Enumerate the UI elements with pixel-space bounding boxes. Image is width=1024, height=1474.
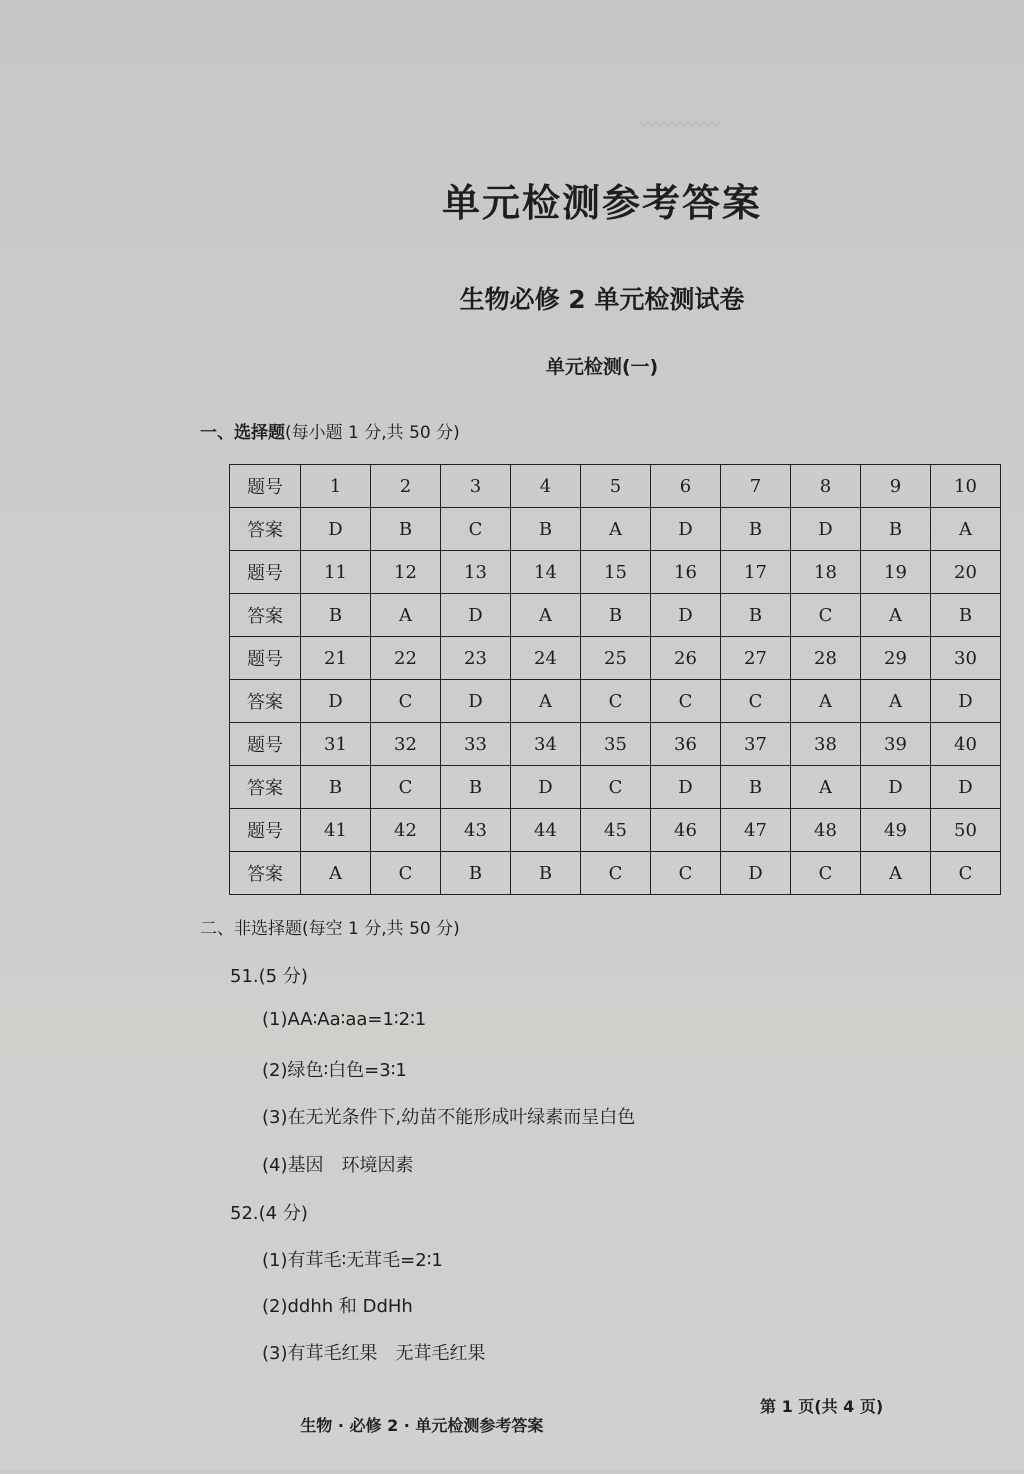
question-number-cell: 7 (721, 465, 791, 508)
answer-cell: D (861, 766, 931, 809)
question-number-cell: 17 (721, 551, 791, 594)
question-number-cell: 21 (301, 637, 371, 680)
answer-row (230, 508, 1001, 551)
section-nonchoice-heading (200, 914, 460, 939)
answer-cell: C (651, 680, 721, 723)
question-number-cell: 49 (861, 809, 931, 852)
answer-cell: C (581, 852, 651, 895)
question-number-cell: 2 (371, 465, 441, 508)
answer-cell: C (371, 852, 441, 895)
question-number-cell: 24 (511, 637, 581, 680)
question-number-cell: 39 (861, 723, 931, 766)
footer-title: 生物 · 必修 2 · 单元检测参考答案 (300, 1416, 544, 1435)
answer-cell: D (931, 680, 1001, 723)
question-number-cell: 37 (721, 723, 791, 766)
answer-cell: B (371, 508, 441, 551)
answer-cell: A (511, 594, 581, 637)
answer-cell: B (301, 594, 371, 637)
question-number-header: 题号 (230, 809, 301, 852)
answer-cell: D (441, 594, 511, 637)
answer-cell: C (441, 508, 511, 551)
question-number-cell: 22 (371, 637, 441, 680)
answer-cell: D (301, 680, 371, 723)
question-number-cell: 13 (441, 551, 511, 594)
question-number-cell: 40 (931, 723, 1001, 766)
question-number-row (230, 637, 1001, 680)
paper-subtitle: 生物必修 2 单元检测试卷 (459, 285, 745, 314)
question-number-row (230, 465, 1001, 508)
question-number-cell: 36 (651, 723, 721, 766)
question-number-header: 题号 (230, 723, 301, 766)
q51-item: (2)绿色∶白色=3∶1 (262, 1060, 407, 1081)
section-nonchoice-label: 二、非选择题 (200, 919, 302, 939)
question-number-cell: 25 (581, 637, 651, 680)
answer-cell: A (861, 852, 931, 895)
q51-item: (1)AA∶Aa∶aa=1∶2∶1 (262, 1009, 427, 1030)
answer-cell: B (581, 594, 651, 637)
answer-cell: C (581, 680, 651, 723)
question-number-cell: 30 (931, 637, 1001, 680)
answer-cell: A (931, 508, 1001, 551)
unit-heading: 单元检测(一) (545, 356, 659, 378)
answer-cell: D (651, 594, 721, 637)
answer-cell: D (511, 766, 581, 809)
question-number-cell: 27 (721, 637, 791, 680)
question-number-header: 题号 (230, 465, 301, 508)
question-number-cell: 38 (791, 723, 861, 766)
question-number-cell: 15 (581, 551, 651, 594)
question-number-row (230, 809, 1001, 852)
question-number-cell: 4 (511, 465, 581, 508)
question-number-cell: 32 (371, 723, 441, 766)
answer-cell: D (931, 766, 1001, 809)
answer-cell: B (861, 508, 931, 551)
question-number-cell: 19 (861, 551, 931, 594)
question-number-cell: 1 (301, 465, 371, 508)
answer-cell: D (651, 508, 721, 551)
answer-cell: B (721, 766, 791, 809)
question-number-cell: 41 (301, 809, 371, 852)
question-number-cell: 33 (441, 723, 511, 766)
question-number-cell: 14 (511, 551, 581, 594)
answer-header: 答案 (230, 508, 301, 551)
answer-header: 答案 (230, 852, 301, 895)
answer-row (230, 680, 1001, 723)
section-choice-note: (每小题 1 分,共 50 分) (285, 423, 460, 443)
q52-title: 52.(4 分) (230, 1203, 308, 1224)
answer-cell: A (861, 680, 931, 723)
question-number-cell: 23 (441, 637, 511, 680)
answer-cell: D (791, 508, 861, 551)
page-title: 单元检测参考答案 (441, 181, 762, 225)
answer-cell: B (931, 594, 1001, 637)
question-number-cell: 20 (931, 551, 1001, 594)
answer-cell: A (791, 766, 861, 809)
answer-cell: C (371, 766, 441, 809)
answer-cell: D (301, 508, 371, 551)
answer-cell: C (581, 766, 651, 809)
question-number-cell: 5 (581, 465, 651, 508)
answer-header: 答案 (230, 766, 301, 809)
answer-cell: D (441, 680, 511, 723)
question-number-cell: 48 (791, 809, 861, 852)
question-number-cell: 42 (371, 809, 441, 852)
answer-cell: B (721, 594, 791, 637)
question-number-header: 题号 (230, 551, 301, 594)
question-number-cell: 12 (371, 551, 441, 594)
q51-title: 51.(5 分) (230, 966, 308, 987)
section-choice-label: 一、选择题 (200, 423, 285, 443)
question-number-cell: 18 (791, 551, 861, 594)
page-number: 第 1 页(共 4 页) (760, 1397, 884, 1416)
answer-cell: A (791, 680, 861, 723)
question-number-row (230, 723, 1001, 766)
question-number-cell: 26 (651, 637, 721, 680)
question-number-cell: 50 (931, 809, 1001, 852)
question-number-cell: 45 (581, 809, 651, 852)
answer-cell: A (861, 594, 931, 637)
q52-item: (1)有茸毛∶无茸毛=2∶1 (262, 1250, 443, 1271)
answer-cell: C (791, 852, 861, 895)
q51-item: (3)在无光条件下,幼苗不能形成叶绿素而呈白色 (262, 1107, 636, 1128)
answer-cell: A (581, 508, 651, 551)
question-number-cell: 8 (791, 465, 861, 508)
answer-cell: A (301, 852, 371, 895)
answer-cell: B (301, 766, 371, 809)
answer-cell: B (511, 852, 581, 895)
q51-item: (4)基因 环境因素 (262, 1155, 414, 1176)
question-number-cell: 43 (441, 809, 511, 852)
answer-cell: A (511, 680, 581, 723)
answer-cell: D (721, 852, 791, 895)
answer-header: 答案 (230, 680, 301, 723)
answer-cell: B (511, 508, 581, 551)
answer-cell: B (441, 766, 511, 809)
question-number-cell: 6 (651, 465, 721, 508)
question-number-cell: 10 (931, 465, 1001, 508)
section-nonchoice-note: (每空 1 分,共 50 分) (302, 919, 460, 939)
question-number-cell: 44 (511, 809, 581, 852)
question-number-cell: 35 (581, 723, 651, 766)
answer-row (230, 766, 1001, 809)
answer-cell: C (791, 594, 861, 637)
answer-header: 答案 (230, 594, 301, 637)
bleed-through: 〰〰〰〰〰 (640, 115, 721, 134)
question-number-cell: 11 (301, 551, 371, 594)
answer-cell: C (651, 852, 721, 895)
question-number-cell: 46 (651, 809, 721, 852)
answer-row (230, 594, 1001, 637)
question-number-cell: 9 (861, 465, 931, 508)
q52-item: (2)ddhh 和 DdHh (262, 1296, 413, 1317)
question-number-cell: 34 (511, 723, 581, 766)
answer-cell: C (371, 680, 441, 723)
question-number-cell: 31 (301, 723, 371, 766)
page-footer (278, 1394, 884, 1474)
answer-cell: C (721, 680, 791, 723)
question-number-cell: 29 (861, 637, 931, 680)
answer-cell: B (721, 508, 791, 551)
answer-cell: D (651, 766, 721, 809)
question-number-cell: 28 (791, 637, 861, 680)
question-number-cell: 16 (651, 551, 721, 594)
question-number-row (230, 551, 1001, 594)
q52-item: (3)有茸毛红果 无茸毛红果 (262, 1343, 486, 1364)
question-number-cell: 47 (721, 809, 791, 852)
answer-table (229, 464, 1001, 895)
answer-cell: A (371, 594, 441, 637)
question-number-header: 题号 (230, 637, 301, 680)
question-number-cell: 3 (441, 465, 511, 508)
answer-cell: B (441, 852, 511, 895)
section-choice-heading (200, 418, 460, 443)
answer-cell: C (931, 852, 1001, 895)
answer-row (230, 852, 1001, 895)
